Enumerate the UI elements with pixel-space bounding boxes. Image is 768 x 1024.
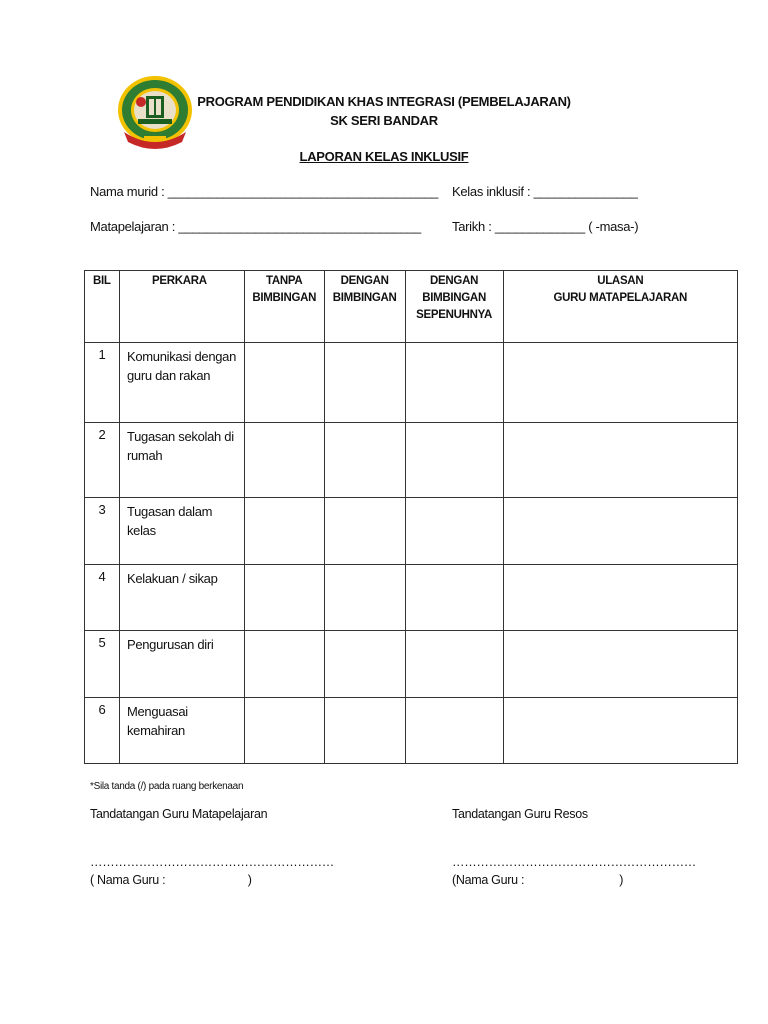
signature-label-guru-matapelajaran: Tandatangan Guru Matapelajaran	[90, 807, 268, 821]
signature-line-right[interactable]: ……………………………………………………	[452, 855, 697, 869]
header-ulasan-guru: ULASAN GURU MATAPELAJARAN	[503, 271, 737, 343]
tarikh-field[interactable]: Tarikh : _____________ ( -masa-)	[452, 219, 639, 234]
school-name: SK SERI BANDAR	[330, 113, 438, 128]
nama-guru-right[interactable]: (Nama Guru : )	[452, 873, 624, 887]
cell-tanpa-bimbingan[interactable]	[244, 631, 324, 698]
cell-ulasan[interactable]	[503, 631, 737, 698]
header-bimbingan-sepenuhnya: DENGAN BIMBINGAN SEPENUHNYA	[405, 271, 503, 343]
table-row	[85, 498, 738, 565]
row-number: 5	[85, 631, 120, 698]
row-perkara: Komunikasi dengan guru dan rakan	[119, 343, 244, 423]
header-dengan-bimbingan: DENGAN BIMBINGAN	[324, 271, 405, 343]
cell-tanpa-bimbingan[interactable]	[244, 343, 324, 423]
cell-dengan-bimbingan[interactable]	[324, 565, 405, 631]
table-header-row	[85, 271, 738, 343]
matapelajaran-field[interactable]: Matapelajaran : ___________________________________	[90, 219, 421, 234]
table-row	[85, 565, 738, 631]
row-perkara: Menguasai kemahiran	[119, 698, 244, 764]
cell-dengan-bimbingan[interactable]	[324, 498, 405, 565]
table-row	[85, 698, 738, 764]
table-row	[85, 343, 738, 423]
row-number: 1	[85, 343, 120, 423]
cell-dengan-bimbingan[interactable]	[324, 698, 405, 764]
row-number: 6	[85, 698, 120, 764]
header-perkara: PERKARA	[119, 271, 244, 343]
cell-bimbingan-sepenuhnya[interactable]	[405, 631, 503, 698]
school-crest-logo	[116, 72, 194, 152]
table-row	[85, 423, 738, 498]
cell-bimbingan-sepenuhnya[interactable]	[405, 343, 503, 423]
kelas-inklusif-field[interactable]: Kelas inklusif : _______________	[452, 184, 638, 199]
cell-tanpa-bimbingan[interactable]	[244, 498, 324, 565]
cell-tanpa-bimbingan[interactable]	[244, 565, 324, 631]
instruction-note: *Sila tanda (/) pada ruang berkenaan	[90, 781, 244, 792]
row-perkara: Tugasan dalam kelas	[119, 498, 244, 565]
cell-bimbingan-sepenuhnya[interactable]	[405, 698, 503, 764]
row-perkara: Kelakuan / sikap	[119, 565, 244, 631]
cell-ulasan[interactable]	[503, 423, 737, 498]
cell-ulasan[interactable]	[503, 565, 737, 631]
signature-line-left[interactable]: ……………………………………………………	[90, 855, 335, 869]
header-tanpa-bimbingan: TANPA BIMBINGAN	[244, 271, 324, 343]
row-number: 2	[85, 423, 120, 498]
nama-murid-field[interactable]: Nama murid : _______________________________________	[90, 184, 439, 199]
row-perkara: Tugasan sekolah di rumah	[119, 423, 244, 498]
header-bil: BIL	[85, 271, 120, 343]
cell-tanpa-bimbingan[interactable]	[244, 698, 324, 764]
program-title: PROGRAM PENDIDIKAN KHAS INTEGRASI (PEMBELAJARAN)	[197, 94, 571, 109]
cell-dengan-bimbingan[interactable]	[324, 631, 405, 698]
cell-bimbingan-sepenuhnya[interactable]	[405, 423, 503, 498]
cell-dengan-bimbingan[interactable]	[324, 343, 405, 423]
cell-ulasan[interactable]	[503, 343, 737, 423]
cell-ulasan[interactable]	[503, 698, 737, 764]
cell-dengan-bimbingan[interactable]	[324, 423, 405, 498]
row-number: 4	[85, 565, 120, 631]
row-perkara: Pengurusan diri	[119, 631, 244, 698]
cell-tanpa-bimbingan[interactable]	[244, 423, 324, 498]
table-row	[85, 631, 738, 698]
cell-bimbingan-sepenuhnya[interactable]	[405, 565, 503, 631]
report-title: LAPORAN KELAS INKLUSIF	[299, 149, 469, 164]
signature-label-guru-resos: Tandatangan Guru Resos	[452, 807, 588, 821]
cell-bimbingan-sepenuhnya[interactable]	[405, 498, 503, 565]
nama-guru-left[interactable]: ( Nama Guru : )	[90, 873, 252, 887]
cell-ulasan[interactable]	[503, 498, 737, 565]
report-table	[84, 270, 738, 764]
row-number: 3	[85, 498, 120, 565]
